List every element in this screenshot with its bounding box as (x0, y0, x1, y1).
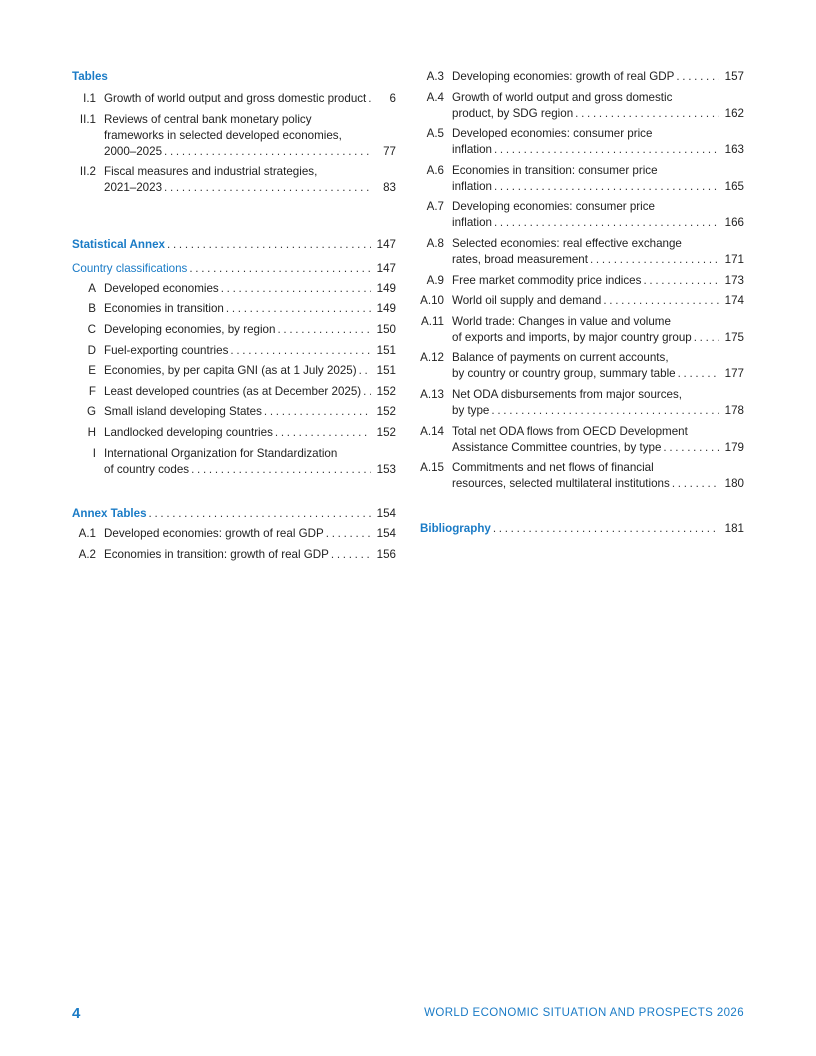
toc-bibliography[interactable] (420, 521, 744, 537)
entry-title: Developing economies, by region (104, 322, 276, 336)
entry-line (452, 163, 744, 179)
entry-title: Growth of world output and gross domestic (452, 90, 673, 104)
dot-leader (164, 144, 371, 160)
page-number: 154 (376, 527, 396, 541)
page-number: 174 (724, 294, 744, 308)
toc-entry[interactable] (72, 404, 396, 420)
page-number: 152 (376, 425, 396, 439)
page-number: 177 (724, 367, 744, 381)
entry-number: G (86, 405, 96, 419)
toc-entry[interactable] (420, 424, 744, 456)
entry-line (104, 446, 396, 462)
entry-line (452, 293, 744, 309)
entry-number: A.14 (420, 424, 444, 438)
entry-line (104, 144, 396, 160)
entry-body (104, 301, 396, 317)
entry-line (452, 330, 744, 346)
entry-line (452, 199, 744, 215)
entry-title: Small island developing States (104, 405, 262, 419)
toc-country-classifications[interactable] (72, 261, 396, 277)
entry-line (452, 350, 744, 366)
entry-title: Developed economies (104, 281, 219, 295)
entry-line (452, 387, 744, 403)
entry-title: Economies, by per capita GNI (as at 1 July 2025) (104, 364, 357, 378)
entry-body (104, 343, 396, 359)
entry-title: Balance of payments on current accounts, (452, 351, 669, 365)
page-number: 6 (389, 92, 396, 105)
toc-entry[interactable] (72, 526, 396, 542)
entry-number: A.6 (426, 163, 444, 177)
page-number: 152 (376, 405, 396, 419)
entry-title: of country codes (104, 462, 190, 476)
entry-title: Growth of world output and gross domestic product (104, 92, 367, 105)
entry-title: Developed economies: consumer price (452, 127, 653, 141)
page-number: 181 (724, 521, 744, 535)
toc-entry[interactable] (72, 384, 396, 400)
section-title: Bibliography (420, 521, 491, 535)
entry-body (104, 91, 396, 107)
entry-title: Total net ODA flows from OECD Development (452, 424, 688, 438)
entry-line (104, 547, 396, 563)
footer-page-number: 4 (72, 1005, 81, 1022)
entry-line (452, 424, 744, 440)
toc-entry[interactable] (420, 126, 744, 158)
classifications-list (72, 281, 396, 478)
entry-line (104, 112, 396, 128)
entry-body (452, 387, 744, 419)
entry-line (104, 322, 396, 338)
entry-line (104, 425, 396, 441)
annex-tables-list (72, 526, 396, 563)
entry-body (452, 424, 744, 456)
page-number: 83 (383, 181, 396, 195)
section-title: Annex Tables (72, 507, 147, 521)
page-number: 157 (724, 70, 744, 83)
entry-line (104, 526, 396, 542)
entry-number: D (87, 343, 96, 357)
entry-number: A.5 (426, 127, 444, 141)
entry-title: Selected economies: real effective exchange (452, 236, 682, 250)
toc-entry[interactable] (72, 112, 396, 160)
dot-leader (230, 343, 371, 359)
entry-number: B (88, 302, 96, 316)
entry-line (104, 164, 396, 180)
entry-title: Developed economies: growth of real GDP (104, 527, 324, 541)
entry-title: Economies in transition: consumer price (452, 163, 658, 177)
dot-leader (491, 403, 719, 419)
dot-leader (603, 293, 719, 309)
toc-entry[interactable] (72, 343, 396, 359)
entry-body (104, 281, 396, 297)
page-number: 151 (376, 343, 396, 357)
section-title: Country classifications (72, 261, 188, 275)
entry-number: A.8 (426, 236, 444, 250)
entry-body (104, 526, 396, 542)
dot-leader (264, 404, 371, 420)
entry-line (104, 301, 396, 317)
toc-entry[interactable] (72, 281, 396, 297)
entry-title: Fuel-exporting countries (104, 343, 229, 357)
entry-number: H (87, 425, 96, 439)
footer-publication-title: WORLD ECONOMIC SITUATION AND PROSPECTS 2026 (424, 1007, 744, 1019)
page-number: 166 (724, 216, 744, 230)
dot-leader (676, 69, 719, 85)
entry-body (104, 547, 396, 563)
entry-line (104, 91, 396, 107)
entry-line (452, 314, 744, 330)
toc-entry[interactable] (420, 293, 744, 309)
entry-line (104, 128, 396, 144)
entry-title: by type (452, 403, 490, 417)
entry-body (452, 69, 744, 85)
entry-body (452, 126, 744, 158)
entry-title: Commitments and net flows of financial (452, 461, 654, 475)
toc-entry[interactable] (420, 350, 744, 382)
entry-line (104, 343, 396, 359)
toc-entry[interactable] (420, 199, 744, 231)
entry-title: of exports and imports, by major country group (452, 330, 692, 344)
entry-title: Economies in transition: growth of real GDP (104, 547, 329, 561)
toc-statistical-annex[interactable] (72, 237, 396, 253)
toc-entry[interactable] (420, 460, 744, 492)
entry-line (452, 179, 744, 195)
entry-number: A.3 (426, 70, 444, 83)
entry-body (452, 273, 744, 289)
entry-body (452, 199, 744, 231)
entry-number: A.7 (426, 200, 444, 214)
toc-entry[interactable] (420, 90, 744, 122)
entry-title: Net ODA disbursements from major sources, (452, 387, 683, 401)
section-title: Statistical Annex (72, 237, 165, 251)
entry-line (452, 142, 744, 158)
dot-leader (331, 547, 371, 563)
entry-number: C (87, 322, 96, 336)
dot-leader (191, 462, 371, 478)
entry-line (104, 462, 396, 478)
entry-number: A.1 (78, 527, 96, 541)
dot-leader (275, 425, 371, 441)
entry-number: A.13 (420, 387, 444, 401)
entry-title: Fiscal measures and industrial strategies, (104, 165, 318, 179)
dot-leader (363, 384, 371, 400)
entry-title: frameworks in selected developed economies, (104, 128, 342, 142)
tables-list (72, 91, 396, 196)
entry-body (104, 384, 396, 400)
toc-entry[interactable] (72, 301, 396, 317)
entry-line (452, 236, 744, 252)
toc-entry[interactable] (72, 425, 396, 441)
dot-leader (590, 252, 719, 268)
entry-line (452, 215, 744, 231)
entry-line (452, 90, 744, 106)
dot-leader (149, 506, 371, 522)
toc-annex-tables[interactable] (72, 506, 396, 522)
entry-title: Assistance Committee countries, by type (452, 440, 662, 454)
toc-entry[interactable] (420, 69, 744, 85)
page-number: 151 (376, 364, 396, 378)
dot-leader (672, 476, 719, 492)
page-number: 175 (724, 330, 744, 344)
entry-title: by country or country group, summary table (452, 367, 676, 381)
entry-body (452, 314, 744, 346)
toc-entry[interactable] (72, 91, 396, 107)
entry-body (104, 164, 396, 196)
dot-leader (326, 526, 371, 542)
toc-entry[interactable] (420, 387, 744, 419)
entry-number: A (88, 281, 96, 295)
page-number: 152 (376, 384, 396, 398)
dot-leader (494, 142, 719, 158)
page-number: 171 (724, 252, 744, 266)
entry-title: World trade: Changes in value and volume (452, 314, 671, 328)
entry-number: A.11 (421, 314, 444, 328)
dot-leader (368, 91, 371, 107)
entry-title: rates, broad measurement (452, 252, 588, 266)
entry-body (104, 322, 396, 338)
toc-right-column (420, 69, 744, 545)
page-number: 165 (724, 179, 744, 193)
page-number: 149 (376, 302, 396, 316)
entry-line (104, 404, 396, 420)
entry-title: Free market commodity price indices (452, 273, 642, 287)
entry-number: A.15 (420, 461, 444, 475)
toc-entry[interactable] (420, 163, 744, 195)
toc-entry[interactable] (72, 363, 396, 379)
dot-leader (678, 366, 719, 382)
toc-left-column (72, 69, 396, 567)
entry-line (452, 126, 744, 142)
dot-leader (694, 330, 719, 346)
entry-title: product, by SDG region (452, 106, 574, 120)
entry-line (104, 384, 396, 400)
entry-line (452, 273, 744, 289)
page-number: 154 (376, 507, 396, 521)
entry-title: resources, selected multilateral institutions (452, 477, 670, 491)
entry-body (452, 236, 744, 268)
entry-line (104, 363, 396, 379)
entry-line (104, 281, 396, 297)
toc-entry[interactable] (72, 322, 396, 338)
dot-leader (359, 363, 371, 379)
dot-leader (189, 261, 371, 277)
page-number: 150 (376, 322, 396, 336)
page-number: 147 (376, 237, 396, 251)
entry-number: A.10 (420, 294, 444, 308)
entry-body (104, 363, 396, 379)
entry-line (452, 460, 744, 476)
dot-leader (221, 281, 371, 297)
page-number: 163 (724, 143, 744, 157)
page-number: 180 (724, 477, 744, 491)
entry-title: inflation (452, 143, 492, 157)
entry-title: Landlocked developing countries (104, 425, 273, 439)
dot-leader (493, 521, 719, 537)
entry-line (452, 106, 744, 122)
entry-title: 2000–2025 (104, 144, 163, 158)
dot-leader (164, 180, 371, 196)
entry-body (104, 404, 396, 420)
page-number: 179 (724, 440, 744, 454)
page-number: 77 (383, 144, 396, 158)
dot-leader (494, 179, 719, 195)
toc-entry[interactable] (72, 164, 396, 196)
page-number: 149 (376, 281, 396, 295)
entry-number: II.1 (79, 112, 96, 126)
entry-line (452, 440, 744, 456)
dot-leader (494, 215, 719, 231)
entry-line (452, 366, 744, 382)
page-number: 173 (724, 273, 744, 287)
entry-body (104, 112, 396, 160)
entry-title: Developing economies: consumer price (452, 200, 655, 214)
dot-leader (277, 322, 371, 338)
entry-title: inflation (452, 179, 492, 193)
page-number: 153 (376, 462, 396, 476)
entry-title: Least developed countries (as at December 2025) (104, 384, 362, 398)
page-number: 147 (376, 261, 396, 275)
entry-title: Reviews of central bank monetary policy (104, 112, 312, 126)
dot-leader (643, 273, 719, 289)
entry-body (104, 446, 396, 478)
entry-body (452, 293, 744, 309)
toc-entry[interactable] (420, 236, 744, 268)
page-number: 162 (724, 106, 744, 120)
tables-heading: Tables (72, 70, 108, 83)
entry-number: I.1 (83, 92, 96, 105)
entry-title: World oil supply and demand (452, 294, 602, 308)
entry-line (452, 476, 744, 492)
entry-number: E (88, 364, 96, 378)
entry-title: Economies in transition (104, 302, 224, 316)
entry-number: A.4 (426, 90, 444, 104)
entry-body (452, 163, 744, 195)
entry-line (104, 180, 396, 196)
entry-title: International Organization for Standardization (104, 446, 338, 460)
page-number: 156 (376, 547, 396, 561)
entry-number: II.2 (79, 165, 96, 179)
entry-body (104, 425, 396, 441)
entry-title: inflation (452, 216, 492, 230)
entry-body (452, 460, 744, 492)
toc-entry[interactable] (420, 314, 744, 346)
entry-body (452, 350, 744, 382)
entry-line (452, 69, 744, 85)
entry-number: F (88, 384, 96, 398)
page-number: 178 (724, 403, 744, 417)
dot-leader (226, 301, 371, 317)
toc-entry[interactable] (72, 547, 396, 563)
entry-number: A.9 (426, 273, 444, 287)
annex-tables-list-continued (420, 69, 744, 492)
dot-leader (575, 106, 719, 122)
entry-title: 2021–2023 (104, 181, 163, 195)
entry-body (452, 90, 744, 122)
entry-line (452, 403, 744, 419)
entry-line (452, 252, 744, 268)
entry-number: A.12 (420, 351, 444, 365)
toc-entry[interactable] (72, 446, 396, 478)
entry-title: Developing economies: growth of real GDP (452, 70, 675, 83)
dot-leader (167, 237, 371, 253)
entry-number: A.2 (78, 547, 96, 561)
entry-number: I (92, 446, 96, 460)
dot-leader (663, 440, 719, 456)
toc-entry[interactable] (420, 273, 744, 289)
